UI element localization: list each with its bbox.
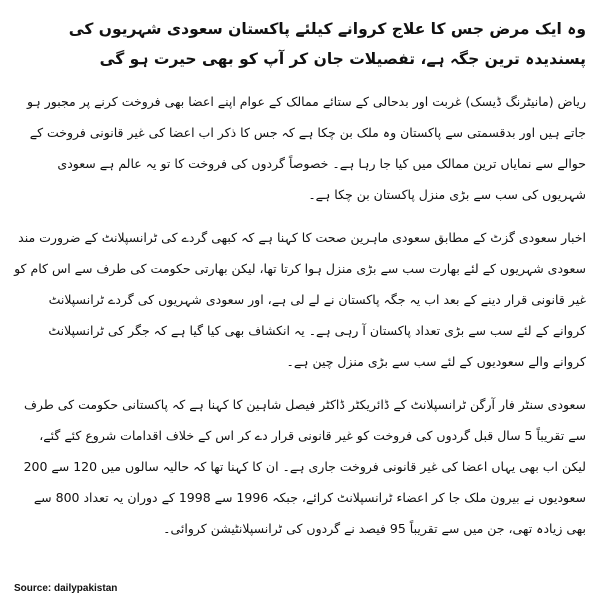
article-paragraph: سعودی سنٹر فار آرگن ٹرانسپلانٹ کے ڈائریکٹر ڈاکٹر فیصل شاہین کا کہنا ہے کہ پاکستانی حکومت کی طرف سے تقریباً 5 سال قبل گردوں کی فروخت کو غیر قانونی قرار دے کر اس کے خلاف اقدامات شروع کئے گئے، لیکن اب بھی یہاں اعضا کی غیر قانونی فروخت جاری ہے۔ ان کا کہنا تھا کہ حالیہ سالوں میں 120 سے 200 سعودیوں نے بیرون ملک جا کر اعضاء ٹرانسپلانٹ کرائے، جبکہ 1996 سے 1998 کے دوران یہ تعداد 800 سے بھی زیادہ تھی، جن میں سے تقریباً 95 فیصد نے گردوں کی ٹرانسپلانٹیشن کروائی۔ — [23, 397, 586, 536]
source-credit: Source: dailypakistan — [14, 583, 118, 594]
article-paragraph: ریاض (مانیٹرنگ ڈیسک) غربت اور بدحالی کے ستائے ممالک کے عوام اپنے اعضا بھی فروخت کرنے پر مجبور ہو جاتے ہیں اور بدقسمتی سے پاکستان وہ ملک بن چکا ہے کہ جس کا ذکر اب اعضا کی غیر قانونی فروخت کے حوالے سے نمایاں ترین ممالک میں کیا جا رہا ہے۔ خصوصاً گردوں کی فروخت کا تو یہ عالم ہے سعودی شہریوں کی سب سے بڑی منزل پاکستان بن چکا ہے۔ — [26, 94, 586, 202]
article-paragraph: اخبار سعودی گزٹ کے مطابق سعودی ماہرین صحت کا کہنا ہے کہ کبھی گردے کی ٹرانسپلانٹ کے ضرورت مند سعودی شہریوں کے لئے بھارت سب سے بڑی منزل ہوا کرتا تھا، لیکن بھارتی حکومت کی طرف سے اس کام کو غیر قانونی قرار دینے کے بعد اب یہ جگہ پاکستان نے لے لی ہے، اور سعودی شہریوں کی گردے ٹرانسپلانٹ کروانے کے لئے سب سے بڑی تعداد پاکستان آ رہی ہے۔ یہ انکشاف بھی کیا گیا ہے کہ جگر کی ٹرانسپلانٹ کروانے والے سعودیوں کے لئے سب سے بڑی منزل چین ہے۔ — [14, 230, 586, 369]
article-headline: وہ ایک مرض جس کا علاج کروانے کیلئے پاکستان سعودی شہریوں کی پسندیدہ ترین جگہ ہے، تفصیلات جان کر آپ کو بھی حیرت ہو گی — [68, 20, 586, 68]
